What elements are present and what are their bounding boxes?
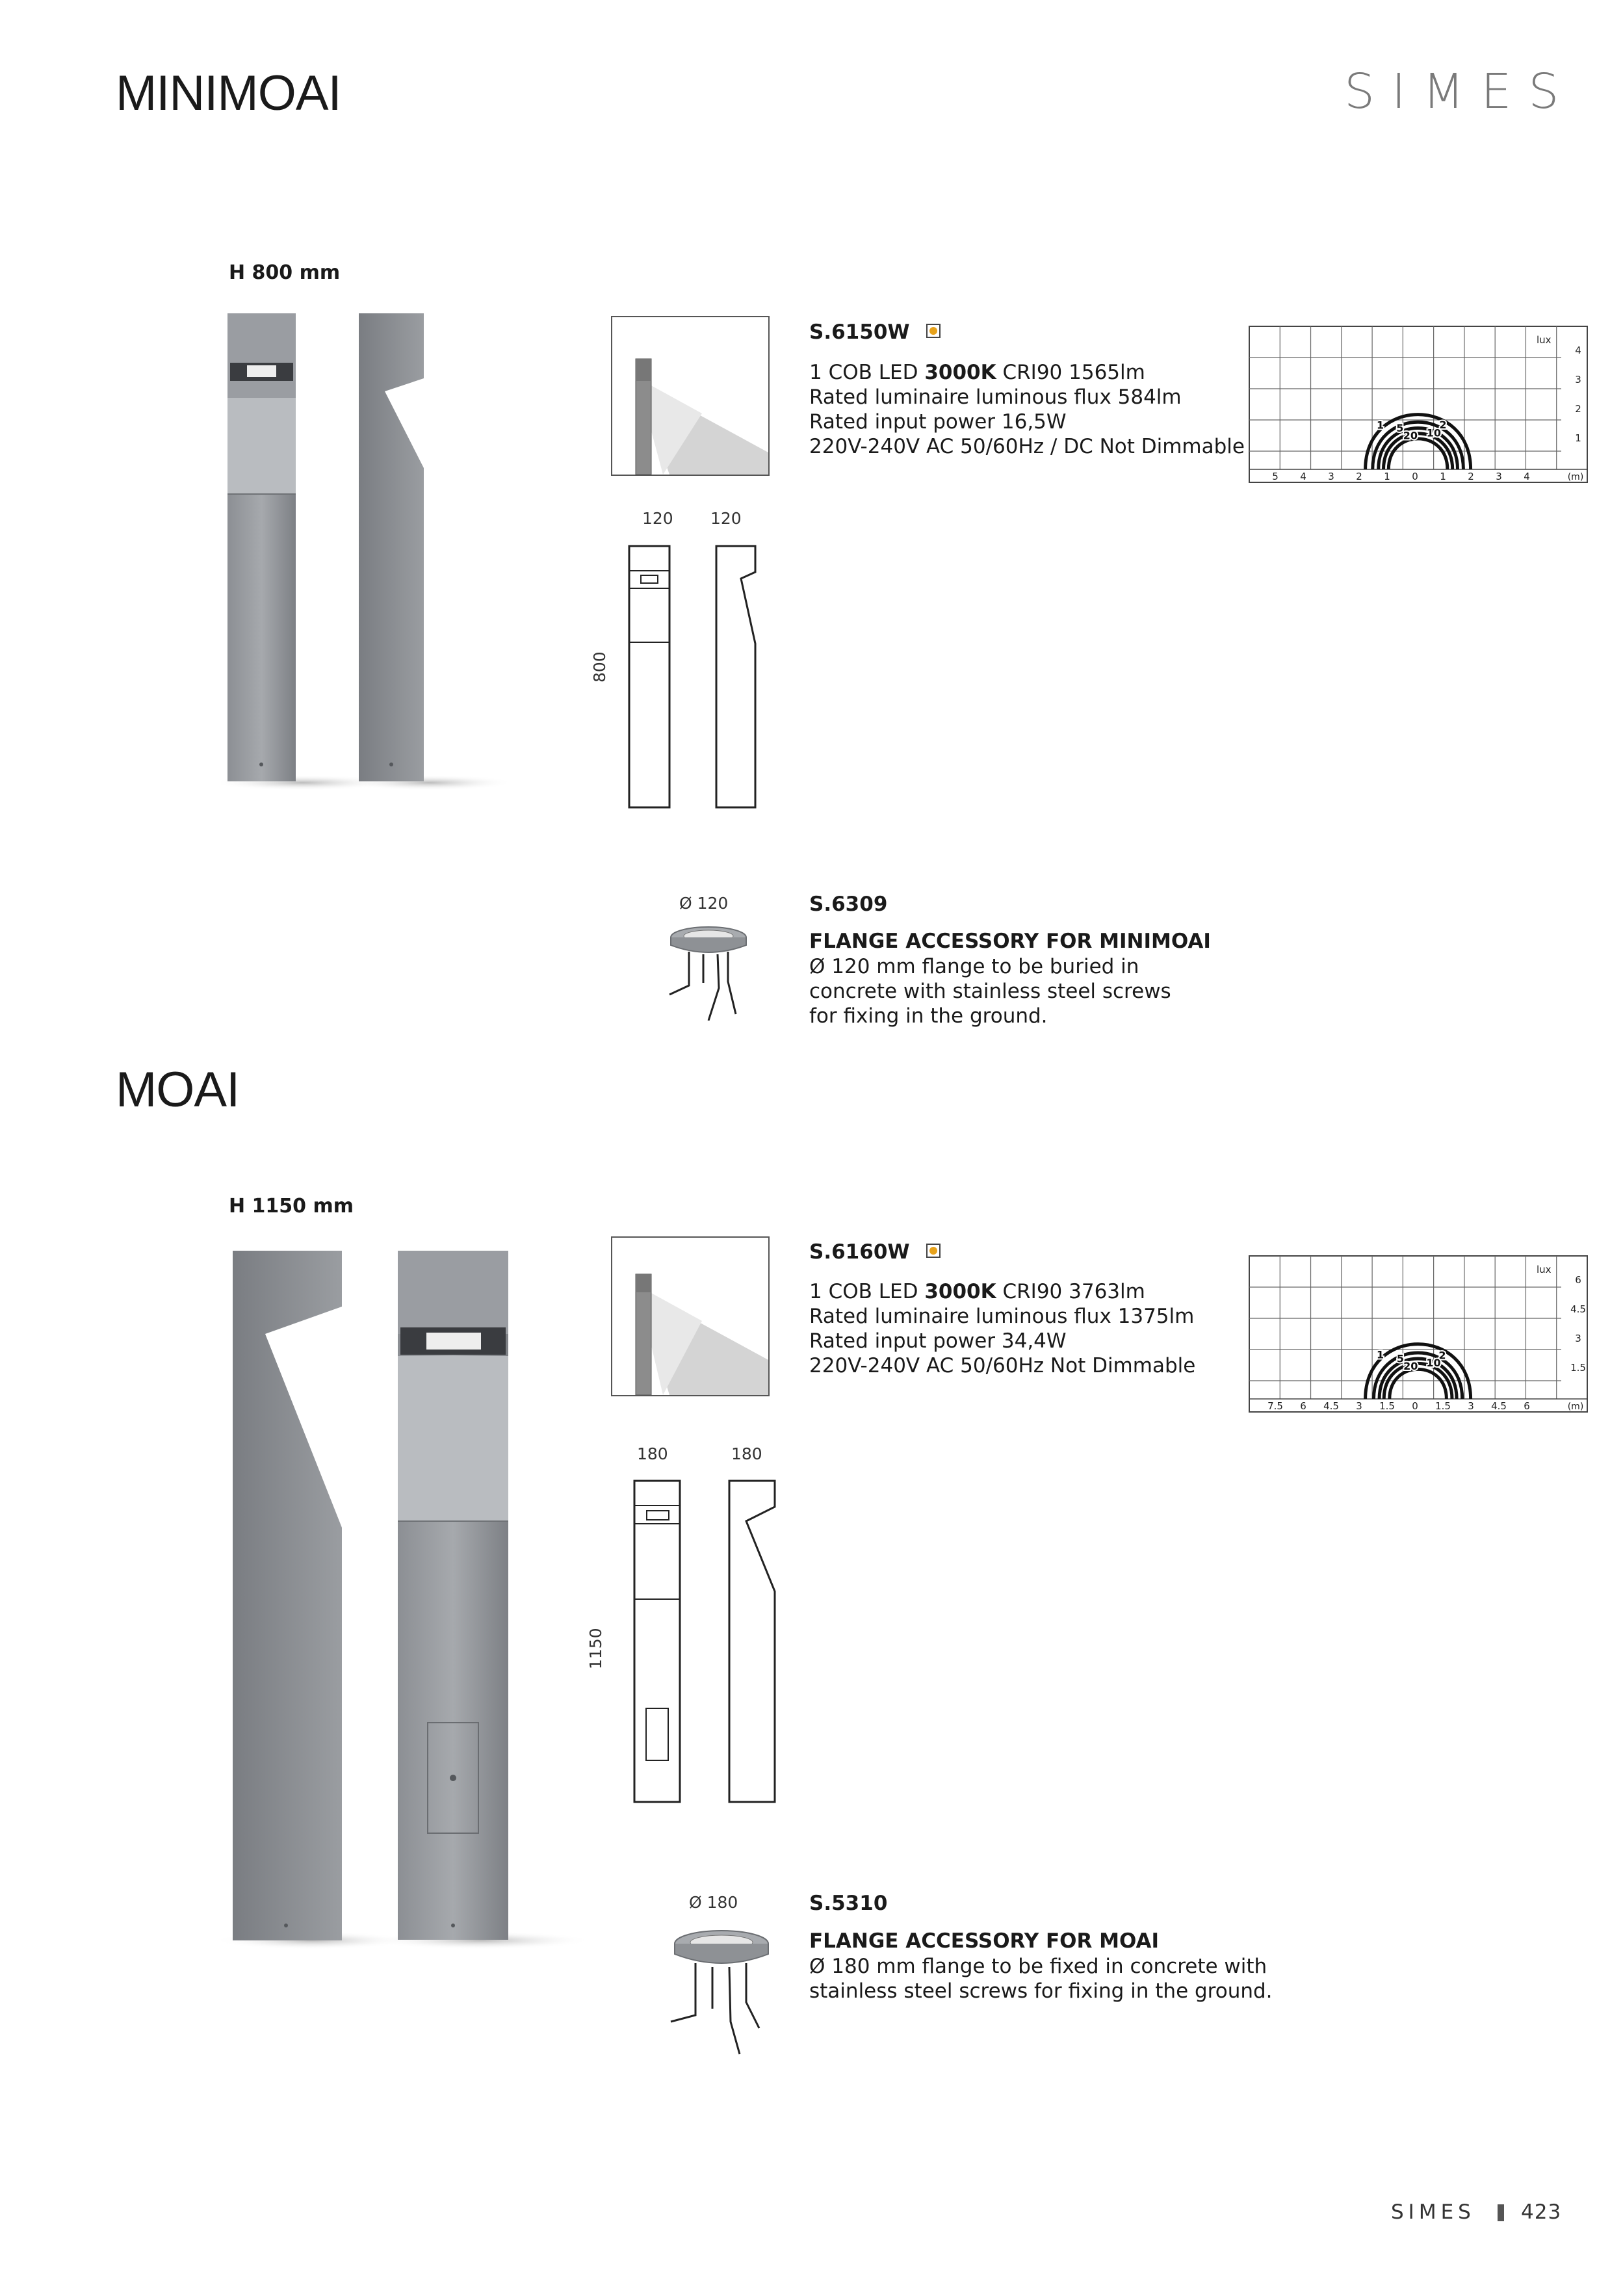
- minimoai-height-dimension: 800: [590, 651, 609, 683]
- chart-frame: [1249, 1256, 1587, 1412]
- x-tick-label: 7.5: [1267, 1400, 1283, 1412]
- moai-flange-diameter: Ø 180: [689, 1893, 738, 1912]
- moai-accessory-code: S.5310: [809, 1892, 888, 1915]
- accessory-line: concrete with stainless steel screws: [809, 980, 1171, 1003]
- x-tick-label: 4: [1524, 471, 1530, 482]
- input-power: Rated input power 34,4W: [809, 1329, 1067, 1353]
- x-tick-label: 2: [1468, 471, 1474, 482]
- moai-specs: [809, 1279, 1264, 1378]
- lux-unit-label: lux: [1537, 334, 1552, 346]
- y-tick-label: 4: [1575, 345, 1581, 356]
- moai-section-title: MOAI: [116, 1062, 240, 1117]
- accessory-line: Ø 120 mm flange to be buried in: [809, 955, 1139, 978]
- x-tick-label: 3: [1496, 471, 1502, 482]
- footer-separator: [1498, 2204, 1504, 2221]
- brand-logo: SIMES: [1344, 64, 1576, 120]
- minimoai-width-side: 120: [710, 509, 742, 528]
- page-number: 423: [1521, 2200, 1562, 2224]
- minimoai-specs: [809, 360, 1264, 459]
- minimoai-flange-image: [663, 923, 754, 1021]
- isolux-curve-label: 2: [1438, 1349, 1446, 1362]
- x-tick-label: 6: [1524, 1400, 1530, 1412]
- x-tick-label: 6: [1300, 1400, 1306, 1412]
- minimoai-height-label: H 800 mm: [229, 261, 341, 284]
- input-power: Rated input power 16,5W: [809, 410, 1067, 434]
- x-tick-label: 3: [1468, 1400, 1474, 1412]
- x-tick-label: 3: [1356, 1400, 1362, 1412]
- minimoai-dimension-drawing: [624, 540, 767, 813]
- moai-product-code: S.6160W: [809, 1240, 910, 1264]
- x-tick-label: 1.5: [1379, 1400, 1395, 1412]
- x-unit-label: (m): [1567, 472, 1584, 482]
- x-tick-label: 3: [1328, 471, 1334, 482]
- moai-beam-icon: [611, 1236, 770, 1396]
- x-tick-label: 1: [1384, 471, 1390, 482]
- y-tick-label: 1.5: [1570, 1362, 1586, 1374]
- x-tick-label: 4.5: [1323, 1400, 1339, 1412]
- x-unit-label: (m): [1567, 1402, 1584, 1412]
- minimoai-flange-diameter: Ø 120: [679, 894, 729, 913]
- minimoai-accessory-title: FLANGE ACCESSORY FOR MINIMOAI: [809, 930, 1211, 953]
- y-tick-label: 3: [1575, 1333, 1581, 1344]
- accessory-line: stainless steel screws for fixing in the ground.: [809, 1979, 1273, 2003]
- minimoai-beam-icon: [611, 316, 770, 476]
- moai-flange-image: [663, 1924, 780, 2061]
- minimoai-product-code: S.6150W: [809, 320, 910, 344]
- led-prefix: 1 COB LED: [809, 1280, 925, 1303]
- footer-brand: SIMES: [1391, 2200, 1475, 2224]
- isolux-curve-label: 5: [1396, 1352, 1404, 1365]
- page-title: MINIMOAI: [116, 66, 341, 121]
- moai-accessory-title: FLANGE ACCESSORY FOR MOAI: [809, 1929, 1160, 1953]
- led-suffix: CRI90 1565lm: [996, 361, 1145, 384]
- x-tick-label: 1: [1440, 471, 1446, 482]
- x-tick-label: 4.5: [1491, 1400, 1507, 1412]
- chart-frame: [1249, 326, 1587, 482]
- led-suffix: CRI90 3763lm: [996, 1280, 1145, 1303]
- x-tick-label: 0: [1412, 471, 1418, 482]
- power-supply: 220V-240V AC 50/60Hz Not Dimmable: [809, 1354, 1196, 1377]
- x-tick-label: 1.5: [1435, 1400, 1451, 1412]
- amber-dot-icon: [929, 1247, 937, 1255]
- isolux-curve-label: 20: [1403, 429, 1418, 442]
- y-tick-label: 2: [1575, 403, 1581, 415]
- isolux-curve-label: 5: [1396, 422, 1404, 435]
- accessory-line: for fixing in the ground.: [809, 1004, 1048, 1028]
- cct-value: 3000K: [924, 1280, 996, 1303]
- moai-dimension-drawing: [624, 1474, 780, 1807]
- y-tick-label: 1: [1575, 432, 1581, 444]
- isolux-curve-label: 1: [1377, 1348, 1384, 1361]
- moai-isolux-chart: [1248, 1255, 1596, 1420]
- x-tick-label: 4: [1300, 471, 1306, 482]
- color-temperature-swatch: [926, 324, 941, 338]
- color-temperature-swatch: [926, 1244, 941, 1258]
- accessory-line: Ø 180 mm flange to be fixed in concrete with: [809, 1955, 1267, 1978]
- moai-width-front: 180: [637, 1444, 668, 1463]
- y-tick-label: 4.5: [1570, 1303, 1586, 1315]
- cct-value: 3000K: [924, 361, 996, 384]
- moai-width-side: 180: [731, 1444, 762, 1463]
- led-prefix: 1 COB LED: [809, 361, 925, 384]
- x-tick-label: 2: [1356, 471, 1362, 482]
- x-tick-label: 0: [1412, 1400, 1418, 1412]
- luminous-flux: Rated luminaire luminous flux 1375lm: [809, 1305, 1195, 1328]
- minimoai-isolux-chart: [1248, 325, 1596, 491]
- x-tick-label: 5: [1272, 471, 1279, 482]
- moai-accessory-description: [809, 1954, 1316, 2003]
- minimoai-width-front: 120: [642, 509, 673, 528]
- isolux-curve-label: 10: [1426, 426, 1441, 439]
- isolux-curve-label: 10: [1426, 1357, 1441, 1370]
- lux-unit-label: lux: [1537, 1264, 1552, 1275]
- isolux-curve-label: 2: [1439, 419, 1447, 432]
- isolux-curve-label: 1: [1377, 419, 1384, 432]
- amber-dot-icon: [929, 327, 937, 335]
- moai-height-dimension: 1150: [586, 1628, 605, 1669]
- y-tick-label: 6: [1575, 1274, 1581, 1286]
- luminous-flux: Rated luminaire luminous flux 584lm: [809, 385, 1182, 409]
- moai-product-photo: [221, 1242, 611, 1957]
- minimoai-accessory-code: S.6309: [809, 893, 888, 916]
- minimoai-product-photo: [221, 306, 507, 800]
- y-tick-label: 3: [1575, 374, 1581, 385]
- minimoai-accessory-description: [809, 954, 1264, 1028]
- power-supply: 220V-240V AC 50/60Hz / DC Not Dimmable: [809, 435, 1245, 458]
- isolux-curve-label: 20: [1403, 1360, 1418, 1373]
- moai-height-label: H 1150 mm: [229, 1195, 354, 1218]
